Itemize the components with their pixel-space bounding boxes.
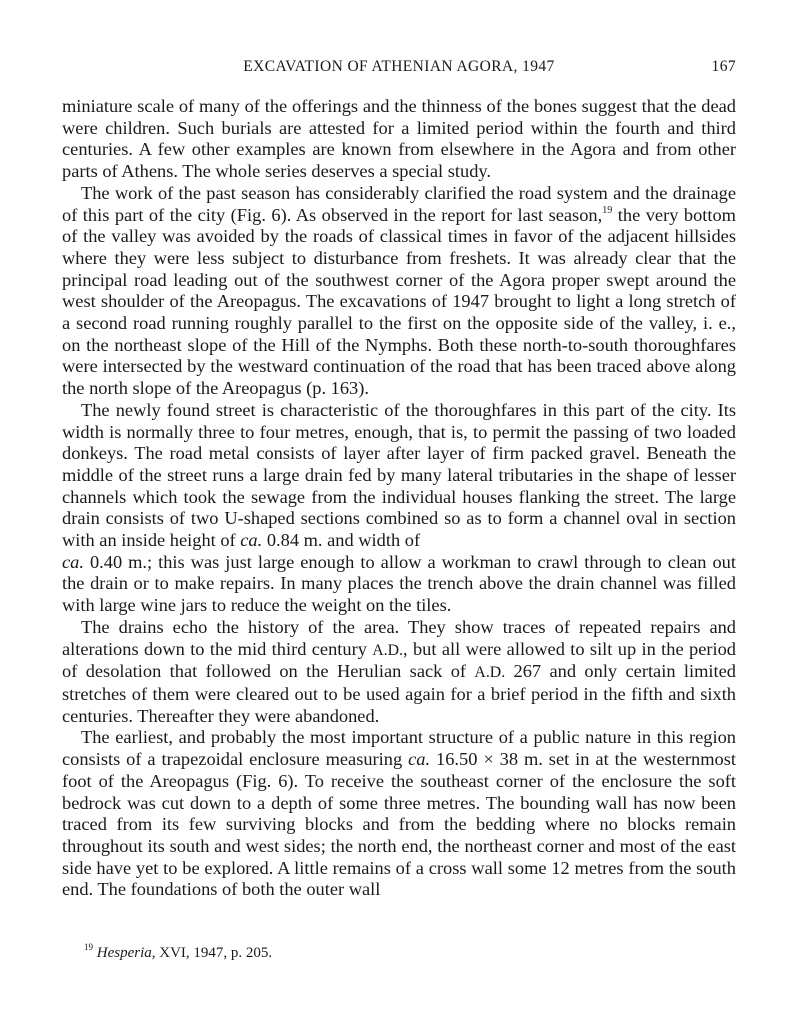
text-run: 16.50 × 38 m. set in at the westernmost foot of the Areopagus (Fig. 6). To receive the southeast corner of the enclosure the soft bedrock was cut down to a depth of some three metres. The bounding wall has now been traced from its few surviving blocks and from the bedding where no blocks remain throughout its south and west sides; the north end, the northeast corner and most of the east side have yet to be explored. A little remains of a cross wall some 12 metres from the south end. The foundations of both the outer wall (62, 749, 736, 900)
footnote-text: , XVI, 1947, p. 205. (151, 945, 273, 961)
text-run: The drains echo the history of the area. They show traces of repeated repairs and alterations down to the mid third century (62, 616, 736, 659)
paragraph-drains-history (62, 617, 736, 728)
text-run: the very bottom of the valley was avoided by the roads of classical times in favor of the adjacent hillsides where they were less subject to disturbance from freshets. It was already clear that the principal road leading out of the southwest corner of the Agora proper swept around the west shoulder of the Areopagus. The excavations of 1947 brought to light a long stretch of a second road running roughly parallel to the first on the opposite side of the valley, i. e., on the northeast slope of the Hill of the Nymphs. Both these north-to-south thoroughfares were intersected by the westward continuation of the road that has been traced above along the north slope of the Areopagus (p. 163). (62, 204, 736, 399)
abbreviation-ad: A.D. (474, 664, 506, 682)
abbreviation-circa: ca. (240, 530, 263, 551)
text-line: the dead were children. Such burials are attested for a limited period within the (62, 96, 736, 138)
text-run: 0.40 m.; this was just large enough to allow a workman to crawl through to clean out the drain or to make repairs. In many places the trench above the drain channel was filled with large wine jars to reduce the weight on the tiles. (62, 551, 736, 616)
text-line: Agora and from other parts of Athens. The whole series deserves a special study. (62, 139, 736, 182)
page-number: 167 (711, 58, 736, 75)
abbreviation-circa: ca. (62, 551, 84, 572)
footnote-reference[interactable]: 19 (602, 204, 613, 216)
text-run: , but all were allowed to silt up in the period of desolation that followed on the Herulian sack of (62, 638, 736, 682)
text-line: miniature scale of many of the offerings and the thinness of the bones suggest that (62, 96, 670, 116)
text-run: The earliest, and probably the most important structure of a public nature in this region consists of a trapezoidal enclosure measuring (62, 727, 736, 770)
footnote-journal: Hesperia (96, 945, 152, 961)
footnote-marker: 19 (84, 941, 93, 952)
paragraph-continued (62, 96, 736, 183)
body-text (62, 96, 736, 901)
paragraph-trapezoidal-enclosure (62, 727, 736, 901)
text-run: The newly found street is characteristic of the thoroughfares in this part of the city. Its width is normally three to four metres, enough, that is, to permit the passing of two loaded donkeys. The road metal consists of layer after layer of firm packed gravel. Beneath the middle of the street runs a large drain fed by many lateral tributaries in the shape of lesser channels which took the sewage from the individual houses flanking the street. The large drain consists of two U-shaped sections combined so as to form a channel oval in section with an inside height of (62, 399, 736, 551)
paragraph-newly-found-street (62, 400, 736, 617)
paragraph-road-system (62, 183, 736, 400)
text-line: fourth and third centuries. A few other examples are known from elsewhere in the (62, 117, 736, 160)
abbreviation-ad: A.D. (372, 641, 404, 659)
abbreviation-circa: ca. (408, 749, 431, 770)
running-title: EXCAVATION OF ATHENIAN AGORA, 1947 (243, 58, 555, 75)
text-run: 0.84 m. and width of (262, 530, 421, 551)
text-run: The work of the past season has considerably clarified the road system and the drainage of this part of the city (Fig. 6). As observed in the report for last season, (62, 182, 736, 225)
text-run: 267 and only certain limited stretches of them were cleared out to be used again for a brief period in the fifth and sixth centuries. Thereafter they were abandoned. (62, 661, 737, 726)
running-header (62, 58, 736, 82)
footnote (84, 941, 734, 962)
